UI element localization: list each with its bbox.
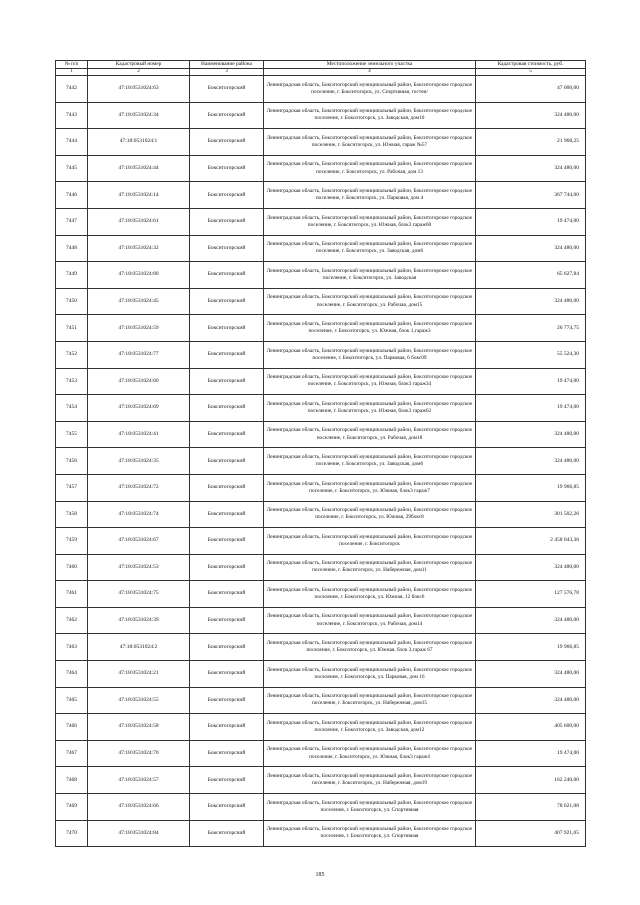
cadastral-number-cell: 47:18:0531024:67: [88, 528, 190, 555]
col-header-location: Местоположение земельного участка: [264, 61, 476, 69]
cadastral-number-cell: 47:18:0531024:66: [88, 794, 190, 821]
location-cell: Ленинградская область, Бокситогорский муниципальный район, Бокситогорское городское поселение, г. Бокситогорск, ул. Рабочая, дом18: [264, 421, 476, 448]
table-row: [56, 208, 586, 235]
location-cell: Ленинградская область, Бокситогорский муниципальный район, Бокситогорское городское поселение, г. Бокситогорск, ул. Парковая, дом 16: [264, 661, 476, 688]
table-row: [56, 607, 586, 634]
district-cell: Бокситогорский: [190, 102, 264, 129]
cost-cell: 47 000,00: [476, 76, 586, 103]
cadastral-number-cell: 47:18:0531024:77: [88, 341, 190, 368]
district-cell: Бокситогорский: [190, 820, 264, 847]
district-cell: Бокситогорский: [190, 76, 264, 103]
cost-cell: 324 480,00: [476, 288, 586, 315]
district-cell: Бокситогорский: [190, 448, 264, 475]
cost-cell: 324 480,00: [476, 687, 586, 714]
cost-cell: 367 744,00: [476, 182, 586, 209]
location-cell: Ленинградская область, Бокситогорский муниципальный район, Бокситогорское городское поселение, г. Бокситогорск, ул. Южная, гараж №57: [264, 129, 476, 156]
district-cell: Бокситогорский: [190, 182, 264, 209]
row-index-cell: 7466: [56, 714, 88, 741]
cost-cell: 405 600,00: [476, 714, 586, 741]
table-row: [56, 554, 586, 581]
cost-cell: 324 480,00: [476, 554, 586, 581]
location-cell: Ленинградская область, Бокситогорский муниципальный район, Бокситогорское городское поселение, г. Бокситогорск, ул. Набережная, дом11: [264, 554, 476, 581]
row-index-cell: 7451: [56, 315, 88, 342]
table-row: [56, 102, 586, 129]
district-cell: Бокситогорский: [190, 341, 264, 368]
cadastral-table: [55, 60, 586, 847]
location-cell: Ленинградская область, Бокситогорский муниципальный район, Бокситогорское городское поселение, г. Бокситогорск, ул. Спортивная: [264, 794, 476, 821]
table-row: [56, 501, 586, 528]
district-cell: Бокситогорский: [190, 155, 264, 182]
header-row: [56, 61, 586, 69]
cadastral-number-cell: 47:18:0531024:39: [88, 607, 190, 634]
cadastral-number-cell: 47:18:0531024:14: [88, 182, 190, 209]
table-body: [56, 76, 586, 847]
district-cell: Бокситогорский: [190, 315, 264, 342]
cadastral-number-cell: 47:18:0531024:63: [88, 76, 190, 103]
cost-cell: 55 524,30: [476, 341, 586, 368]
row-index-cell: 7447: [56, 208, 88, 235]
table-row: [56, 235, 586, 262]
row-index-cell: 7452: [56, 341, 88, 368]
table-row: [56, 395, 586, 422]
cost-cell: 19 474,00: [476, 395, 586, 422]
cost-cell: 301 502,26: [476, 501, 586, 528]
cadastral-number-cell: 47:18:0531024:84: [88, 820, 190, 847]
document-page: [55, 60, 585, 847]
location-cell: Ленинградская область, Бокситогорский муниципальный район, Бокситогорское городское поселение, г. Бокситогорск, ул. Рабочая, дом15: [264, 288, 476, 315]
table-row: [56, 661, 586, 688]
location-cell: Ленинградская область, Бокситогорский муниципальный район, Бокситогорское городское поселение, г. Бокситогорск: [264, 528, 476, 555]
location-cell: Ленинградская область, Бокситогорский муниципальный район, Бокситогорское городское поселение, г. Бокситогорск, ул. Южная, 12 бокс6: [264, 581, 476, 608]
col-header-index: № п/п: [56, 61, 88, 69]
cost-cell: 65 627,84: [476, 262, 586, 289]
location-cell: Ленинградская область, Бокситогорский муниципальный район, Бокситогорское городское поселение, г. Бокситогорск, ул. Южная, блок 3,гараж 67: [264, 634, 476, 661]
row-index-cell: 7469: [56, 794, 88, 821]
row-index-cell: 7465: [56, 687, 88, 714]
cost-cell: 324 480,00: [476, 607, 586, 634]
location-cell: Ленинградская область, Бокситогорский муниципальный район, Бокситогорское городское поселение, г. Бокситогорск, ул. Рабочая, дом14: [264, 607, 476, 634]
cadastral-number-cell: 47:18:0531024:2: [88, 634, 190, 661]
cost-cell: 78 021,08: [476, 794, 586, 821]
location-cell: Ленинградская область, Бокситогорский муниципальный район, Бокситогорское городское поселение, г. Бокситогорск, ул. Южная, 29бокс8: [264, 501, 476, 528]
cost-cell: 324 480,00: [476, 155, 586, 182]
page-number: 185: [315, 872, 325, 878]
cadastral-number-cell: 47:18:0531024:41: [88, 421, 190, 448]
district-cell: Бокситогорский: [190, 395, 264, 422]
district-cell: Бокситогорский: [190, 528, 264, 555]
location-cell: Ленинградская область, Бокситогорский муниципальный район, Бокситогорское городское поселение, г. Бокситогорск, ул. Южная, блок3 гараж7: [264, 474, 476, 501]
row-index-cell: 7453: [56, 368, 88, 395]
row-index-cell: 7450: [56, 288, 88, 315]
cost-cell: 26 774,75: [476, 315, 586, 342]
cadastral-number-cell: 47:18:0531024:21: [88, 661, 190, 688]
row-index-cell: 7463: [56, 634, 88, 661]
table-row: [56, 820, 586, 847]
location-cell: Ленинградская область, Бокситогорский муниципальный район, Бокситогорское городское поселение, г. Бокситогорск, ул. Южная, блок3 гараж68: [264, 208, 476, 235]
cost-cell: 324 480,00: [476, 661, 586, 688]
cost-cell: 324 480,00: [476, 421, 586, 448]
district-cell: Бокситогорский: [190, 208, 264, 235]
location-cell: Ленинградская область, Бокситогорский муниципальный район, Бокситогорское городское поселение, г. Бокситогорск, ул. Спортивная: [264, 820, 476, 847]
column-number: 3: [190, 69, 264, 76]
location-cell: Ленинградская область, Бокситогорский муниципальный район, Бокситогорское городское поселение, г. Бокситогорск, ул. Заводская: [264, 262, 476, 289]
location-cell: Ленинградская область, Бокситогорский муниципальный район, Бокситогорское городское поселение, г. Бокситогорск, ул. Парковая, 6 бокс09: [264, 341, 476, 368]
cost-cell: 19 474,00: [476, 368, 586, 395]
cost-cell: 324 480,00: [476, 235, 586, 262]
location-cell: Ленинградская область, Бокситогорский муниципальный район, Бокситогорское городское поселение, г. Бокситогорск, ул. Южная, блок3 гараж34: [264, 368, 476, 395]
district-cell: Бокситогорский: [190, 262, 264, 289]
table-row: [56, 262, 586, 289]
table-row: [56, 129, 586, 156]
col-header-district: Наименование района: [190, 61, 264, 69]
col-header-cost: Кадастровая стоимость, руб.: [476, 61, 586, 69]
cost-cell: 21 968,25: [476, 129, 586, 156]
cadastral-number-cell: 47:18:0531024:61: [88, 208, 190, 235]
table-row: [56, 474, 586, 501]
row-index-cell: 7460: [56, 554, 88, 581]
district-cell: Бокситогорский: [190, 288, 264, 315]
table-row: [56, 794, 586, 821]
district-cell: Бокситогорский: [190, 235, 264, 262]
district-cell: Бокситогорский: [190, 554, 264, 581]
table-row: [56, 634, 586, 661]
location-cell: Ленинградская область, Бокситогорский муниципальный район, Бокситогорское городское поселение, г. Бокситогорск, ул. Спортивная, гостен/: [264, 76, 476, 103]
cadastral-number-cell: 47:18:0531024:53: [88, 554, 190, 581]
district-cell: Бокситогорский: [190, 740, 264, 767]
row-index-cell: 7445: [56, 155, 88, 182]
district-cell: Бокситогорский: [190, 581, 264, 608]
cadastral-number-cell: 47:18:0531024:69: [88, 395, 190, 422]
district-cell: Бокситогорский: [190, 634, 264, 661]
district-cell: Бокситогорский: [190, 421, 264, 448]
row-index-cell: 7467: [56, 740, 88, 767]
cadastral-number-cell: 47:18:0531024:57: [88, 767, 190, 794]
table-row: [56, 687, 586, 714]
cadastral-number-cell: 47:18:0531024:44: [88, 155, 190, 182]
location-cell: Ленинградская область, Бокситогорский муниципальный район, Бокситогорское городское поселение, г. Бокситогорск, ул. Южная, блок3 гараж4: [264, 740, 476, 767]
row-index-cell: 7449: [56, 262, 88, 289]
location-cell: Ленинградская область, Бокситогорский муниципальный район, Бокситогорское городское поселение, г. Бокситогорск, ул. Заводская, дом12: [264, 714, 476, 741]
location-cell: Ленинградская область, Бокситогорский муниципальный район, Бокситогорское городское поселение, г. Бокситогорск, ул. Заводская, дом6: [264, 235, 476, 262]
cost-cell: 19 966,85: [476, 474, 586, 501]
column-number: 2: [88, 69, 190, 76]
table-row: [56, 288, 586, 315]
row-index-cell: 7457: [56, 474, 88, 501]
row-index-cell: 7461: [56, 581, 88, 608]
cadastral-number-cell: 47:18:0531024:32: [88, 235, 190, 262]
table-row: [56, 714, 586, 741]
cadastral-number-cell: 47:18:0531024:45: [88, 288, 190, 315]
table-row: [56, 421, 586, 448]
cadastral-number-cell: 47:18:0531024:34: [88, 102, 190, 129]
column-number-row: [56, 69, 586, 76]
cadastral-number-cell: 47:18:0531024:80: [88, 262, 190, 289]
table-row: [56, 315, 586, 342]
row-index-cell: 7462: [56, 607, 88, 634]
district-cell: Бокситогорский: [190, 368, 264, 395]
cost-cell: 162 240,00: [476, 767, 586, 794]
cadastral-number-cell: 47:18:0531024:59: [88, 315, 190, 342]
district-cell: Бокситогорский: [190, 129, 264, 156]
table-row: [56, 155, 586, 182]
row-index-cell: 7446: [56, 182, 88, 209]
district-cell: Бокситогорский: [190, 474, 264, 501]
table-row: [56, 581, 586, 608]
table-row: [56, 528, 586, 555]
district-cell: Бокситогорский: [190, 661, 264, 688]
location-cell: Ленинградская область, Бокситогорский муниципальный район, Бокситогорское городское поселение, г. Бокситогорск, ул. Набережная, дом19: [264, 767, 476, 794]
row-index-cell: 7458: [56, 501, 88, 528]
cost-cell: 19 474,00: [476, 208, 586, 235]
district-cell: Бокситогорский: [190, 767, 264, 794]
table-row: [56, 767, 586, 794]
table-row: [56, 368, 586, 395]
cadastral-number-cell: 47:18:0531024:75: [88, 581, 190, 608]
cadastral-number-cell: 47:18:0531024:55: [88, 687, 190, 714]
column-number: 4: [264, 69, 476, 76]
row-index-cell: 7454: [56, 395, 88, 422]
table-row: [56, 448, 586, 475]
cost-cell: 19 474,00: [476, 740, 586, 767]
district-cell: Бокситогорский: [190, 501, 264, 528]
district-cell: Бокситогорский: [190, 794, 264, 821]
location-cell: Ленинградская область, Бокситогорский муниципальный район, Бокситогорское городское поселение, г. Бокситогорск, ул. Рабочая, дом 13: [264, 155, 476, 182]
cadastral-number-cell: 47:18:0531024:72: [88, 474, 190, 501]
cadastral-number-cell: 47:18:0531024:74: [88, 501, 190, 528]
cadastral-number-cell: 47:18:0531024:58: [88, 714, 190, 741]
cadastral-number-cell: 47:18:0531024:70: [88, 740, 190, 767]
location-cell: Ленинградская область, Бокситогорский муниципальный район, Бокситогорское городское поселение, г. Бокситогорск, ул. Заводская, дом10: [264, 102, 476, 129]
location-cell: Ленинградская область, Бокситогорский муниципальный район, Бокситогорское городское поселение, г. Бокситогорск, ул. Южная, блок 1,гараж3: [264, 315, 476, 342]
row-index-cell: 7455: [56, 421, 88, 448]
cost-cell: 324 480,00: [476, 448, 586, 475]
cadastral-number-cell: 47:18:0531024:35: [88, 448, 190, 475]
cost-cell: 19 966,85: [476, 634, 586, 661]
cadastral-number-cell: 47:18:0531024:1: [88, 129, 190, 156]
row-index-cell: 7464: [56, 661, 88, 688]
cost-cell: 407 921,05: [476, 820, 586, 847]
district-cell: Бокситогорский: [190, 687, 264, 714]
row-index-cell: 7468: [56, 767, 88, 794]
row-index-cell: 7442: [56, 76, 88, 103]
location-cell: Ленинградская область, Бокситогорский муниципальный район, Бокситогорское городское поселение, г. Бокситогорск, ул. Южная, блок3 гараж62: [264, 395, 476, 422]
cadastral-number-cell: 47:18:0531024:60: [88, 368, 190, 395]
table-row: [56, 341, 586, 368]
row-index-cell: 7443: [56, 102, 88, 129]
district-cell: Бокситогорский: [190, 607, 264, 634]
table-row: [56, 182, 586, 209]
row-index-cell: 7448: [56, 235, 88, 262]
cost-cell: 2 458 043,36: [476, 528, 586, 555]
cost-cell: 324 480,00: [476, 102, 586, 129]
location-cell: Ленинградская область, Бокситогорский муниципальный район, Бокситогорское городское поселение, г. Бокситогорск, ул. Парковая, дом 4: [264, 182, 476, 209]
row-index-cell: 7456: [56, 448, 88, 475]
row-index-cell: 7459: [56, 528, 88, 555]
column-number: 1: [56, 69, 88, 76]
row-index-cell: 7444: [56, 129, 88, 156]
location-cell: Ленинградская область, Бокситогорский муниципальный район, Бокситогорское городское поселение, г. Бокситогорск, ул. Набережная, дом15: [264, 687, 476, 714]
row-index-cell: 7470: [56, 820, 88, 847]
column-number: 5: [476, 69, 586, 76]
table-row: [56, 76, 586, 103]
cost-cell: 127 576,78: [476, 581, 586, 608]
district-cell: Бокситогорский: [190, 714, 264, 741]
col-header-cadastral-number: Кадастровый номер: [88, 61, 190, 69]
table-row: [56, 740, 586, 767]
location-cell: Ленинградская область, Бокситогорский муниципальный район, Бокситогорское городское поселение, г. Бокситогорск, ул. Заводская, дом6: [264, 448, 476, 475]
